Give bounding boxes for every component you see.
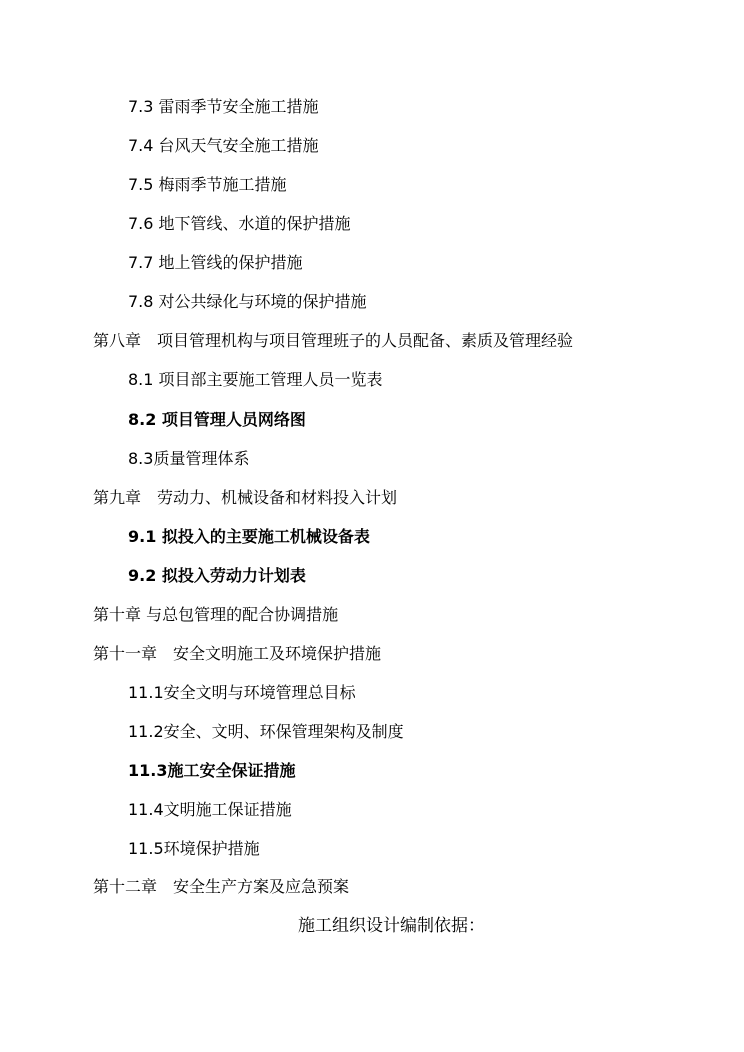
toc-chapter-12: 第十二章 安全生产方案及应急预案 [93,877,350,896]
toc-item-11-4: 11.4文明施工保证措施 [128,800,292,819]
toc-item-9-1: 9.1 拟投入的主要施工机械设备表 [128,527,370,546]
toc-chapter-10: 第十章 与总包管理的配合协调措施 [93,605,339,624]
toc-item-8-2: 8.2 项目管理人员网络图 [128,410,306,429]
toc-chapter-8: 第八章 项目管理机构与项目管理班子的人员配备、素质及管理经验 [93,331,574,350]
toc-item-9-2: 9.2 拟投入劳动力计划表 [128,566,306,585]
toc-chapter-9: 第九章 劳动力、机械设备和材料投入计划 [93,488,398,507]
toc-item-11-2: 11.2安全、文明、环保管理架构及制度 [128,722,404,741]
toc-item-7-5: 7.5 梅雨季节施工措施 [128,175,287,194]
toc-item-7-3: 7.3 雷雨季节安全施工措施 [128,97,319,116]
toc-item-8-1: 8.1 项目部主要施工管理人员一览表 [128,370,383,389]
toc-item-11-5: 11.5环境保护措施 [128,839,260,858]
toc-item-7-4: 7.4 台风天气安全施工措施 [128,136,319,155]
toc-item-11-3: 11.3施工安全保证措施 [128,761,296,780]
toc-chapter-11: 第十一章 安全文明施工及环境保护措施 [93,644,382,663]
toc-item-11-1: 11.1安全文明与环境管理总目标 [128,683,356,702]
section-heading: 施工组织设计编制依据： [298,916,485,936]
toc-item-7-8: 7.8 对公共绿化与环境的保护措施 [128,292,367,311]
toc-item-7-7: 7.7 地上管线的保护措施 [128,253,303,272]
toc-item-7-6: 7.6 地下管线、水道的保护措施 [128,214,351,233]
toc-item-8-3: 8.3质量管理体系 [128,449,250,468]
